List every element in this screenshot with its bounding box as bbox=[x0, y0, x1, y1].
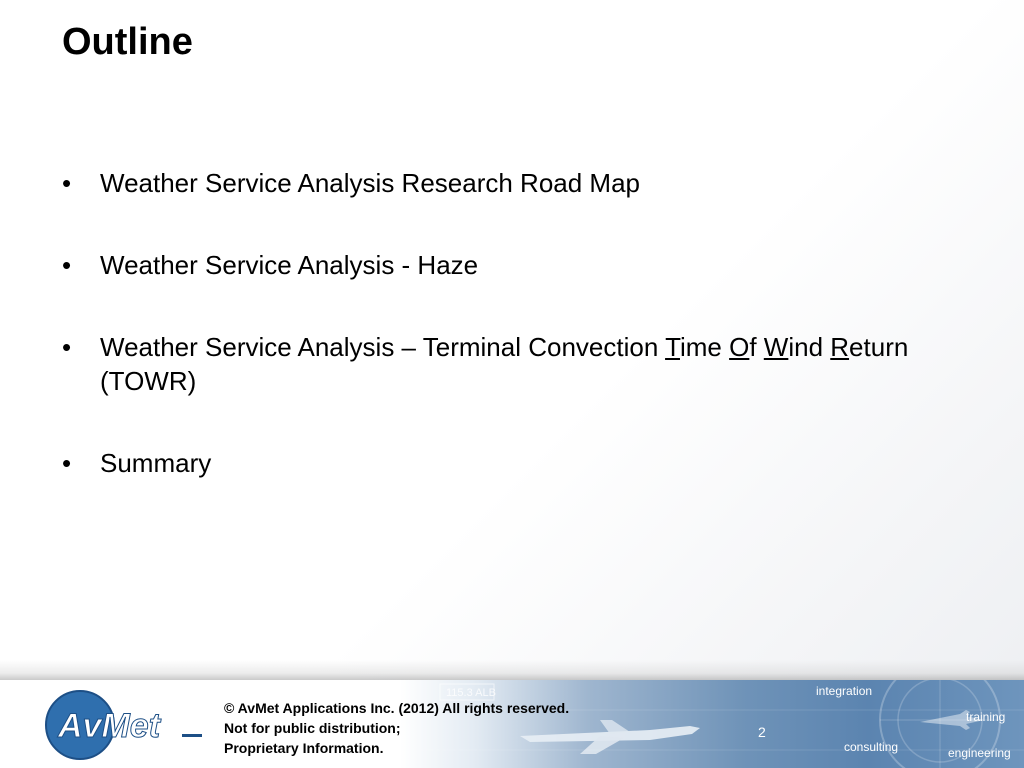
bullet-text-part: ime bbox=[679, 332, 730, 362]
footer-shadow bbox=[0, 660, 1024, 682]
tag-consulting: consulting bbox=[844, 740, 899, 754]
bullet-dot: • bbox=[62, 168, 72, 198]
slide-title: Outline bbox=[62, 21, 193, 63]
bullet-text: Weather Service Analysis Research Road Map bbox=[100, 168, 640, 198]
tag-integration: integration bbox=[816, 684, 873, 698]
artwork-frequency-label: 115.3 ALB bbox=[446, 687, 496, 699]
bullet-dot: • bbox=[62, 250, 72, 280]
bullet-item bbox=[56, 248, 936, 282]
proprietary-line: Proprietary Information. bbox=[224, 740, 384, 756]
bullet-item bbox=[56, 330, 936, 398]
underlined-letter: O bbox=[729, 332, 750, 362]
bullet-text: Summary bbox=[100, 448, 212, 478]
bullet-text-part: eturn (TOWR) bbox=[100, 332, 909, 396]
bullet-text: Weather Service Analysis - Haze bbox=[100, 250, 479, 280]
underlined-letter: R bbox=[830, 332, 850, 362]
tag-training: training bbox=[966, 710, 1006, 724]
distribution-line: Not for public distribution; bbox=[224, 720, 401, 736]
bullet-dot: • bbox=[62, 448, 72, 478]
bullet-text-part: f bbox=[749, 332, 764, 362]
logo-text: AvMet bbox=[58, 707, 161, 745]
bullet-text-part: Weather Service Analysis – Terminal Convection bbox=[100, 332, 666, 362]
copyright-line: © AvMet Applications Inc. (2012) All rights reserved. bbox=[224, 700, 570, 716]
bullet-item bbox=[56, 166, 936, 200]
copyright-notice bbox=[224, 698, 569, 758]
underlined-letter: W bbox=[763, 332, 789, 362]
tag-engineering: engineering bbox=[948, 746, 1011, 760]
bullet-item bbox=[56, 446, 936, 480]
bullet-text-part: ind bbox=[788, 332, 831, 362]
page-number: 2 bbox=[758, 724, 766, 740]
bullet-dot: • bbox=[62, 332, 72, 362]
bullet-text bbox=[100, 332, 908, 396]
avmet-logo bbox=[44, 690, 204, 760]
underlined-letter: T bbox=[665, 332, 680, 362]
bullet-list bbox=[56, 166, 936, 480]
